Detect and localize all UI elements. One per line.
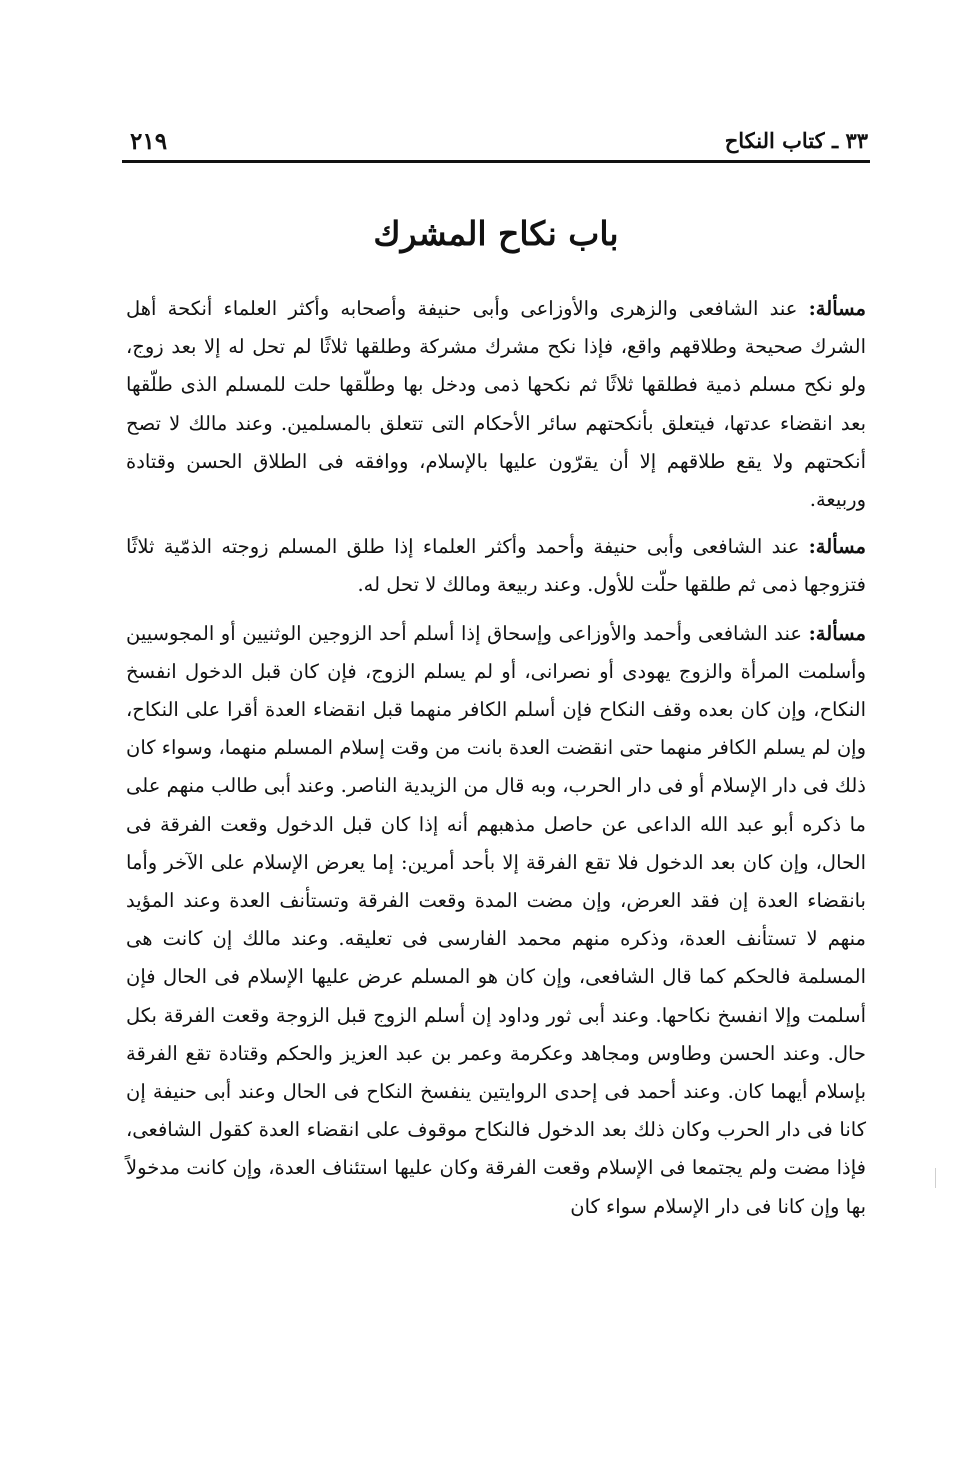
page-number: ٢١٩ [130,128,168,155]
page-header [122,124,870,162]
paragraph-text: عند الشافعى وأبى حنيفة وأحمد وأكثر العلماء إذا طلق المسلم زوجته الذمّية ثلاثًا فتزوجها ذمى ثم طلقها حلّت للأول. وعند ربيعة ومالك لا تحل له. [126,535,866,597]
scan-artifact [935,1168,936,1188]
issue-label: مسألة: [808,621,866,645]
issue-label: مسألة: [808,297,866,320]
issue-label: مسألة: [808,535,866,559]
paragraph [126,528,866,604]
body-text [126,290,866,1226]
running-title: ٣٣ ـ كتاب النكاح [724,128,868,153]
header-rule [122,160,870,163]
paragraph [126,615,866,1226]
chapter-title: باب نكاح المشرك [373,214,619,253]
paragraph [126,290,866,519]
paragraph-text: عند الشافعى والزهرى والأوزاعى وأبى حنيفة وأصحابه وأكثر العلماء أنكحة أهل الشرك صحيحة وطلاقهم واقع، فإذا نكح مشرك مشركة وطلقها ثلاثًا لم تحل له إلا بعد زوج، ولو نكح مسلم ذمية فطلقها ثلاثًا ثم نكحها ذمى ودخل بها وطلّقها حلت للمسلم الذى طلّقها بعد انقضاء عدتها، فيتعلق بأنكحتهم سائر الأحكام التى تتعلق بالمسلمين. وعند مالك لا تصح أنكحتهم ولا يقع طلاقهم إلا أن يقرّون عليها بالإسلام، ووافقه فى الطلاق الحسن وقتادة وربيعة. [126,297,866,512]
paragraph-text: عند الشافعى وأحمد والأوزاعى وإسحاق إذا أسلم أحد الزوجين الوثنيين أو المجوسيين وأسلمت المرأة والزوج يهودى أو نصرانى، أو لم يسلم الزوج، فإن كان قبل الدخول انفسخ النكاح، وإن كان بعده وقف النكاح فإن أسلم الكافر منهما قبل انقضاء العدة أقرا على النكاح، وإن لم يسلم الكافر منهما حتى انقضت العدة بانت من وقت إسلام المسلم منهما، وسواء كان ذلك فى دار الإسلام أو فى دار الحرب، وبه قال من الزيدية الناصر. وعند أبى طالب منهم على ما ذكره أبو عبد الله الداعى عن حاصل مذهبهم أنه إذا كان قبل الدخول وقعت الفرقة فى الحال، وإن كان بعد الدخول فلا تقع الفرقة إلا بأحد أمرين: إما يعرض الإسلام على الآخر وأما بانقضاء العدة إن فقد العرض، وإن مضت المدة وقعت الفرقة وتستأنف العدة وعند المؤيد منهم لا تستأنف العدة، وذكره منهم محمد الفارسى فى تعليقه. وعند مالك إن كانت هى المسلمة فالحكم كما قال الشافعى، وإن كان هو المسلم عرض عليها الإسلام فى الحال فإن أسلمت وإلا انفسخ نكاحها. وعند أبى ثور وداود إن أسلم الزوج قبل الزوجة وقعت الفرقة بكل حال. وعند الحسن وطاوس ومجاهد وعكرمة وعمر بن عبد العزيز والحكم وقتادة تقع الفرقة بإسلام أيهما كان. وعند أحمد فى إحدى الروايتين ينفسخ النكاح فى الحال وعند أبى حنيفة إن كانا فى دار الحرب وكان ذلك بعد الدخول فالنكاح موقوف على انقضاء العدة كقول الشافعى، فإذا مضت ولم يجتمعا فى الإسلام وقعت الفرقة وكان عليها استئناف العدة، وإن كانت مدخولاً بها وإن كانا فى دار الإسلام سواء كان [126,621,866,1218]
